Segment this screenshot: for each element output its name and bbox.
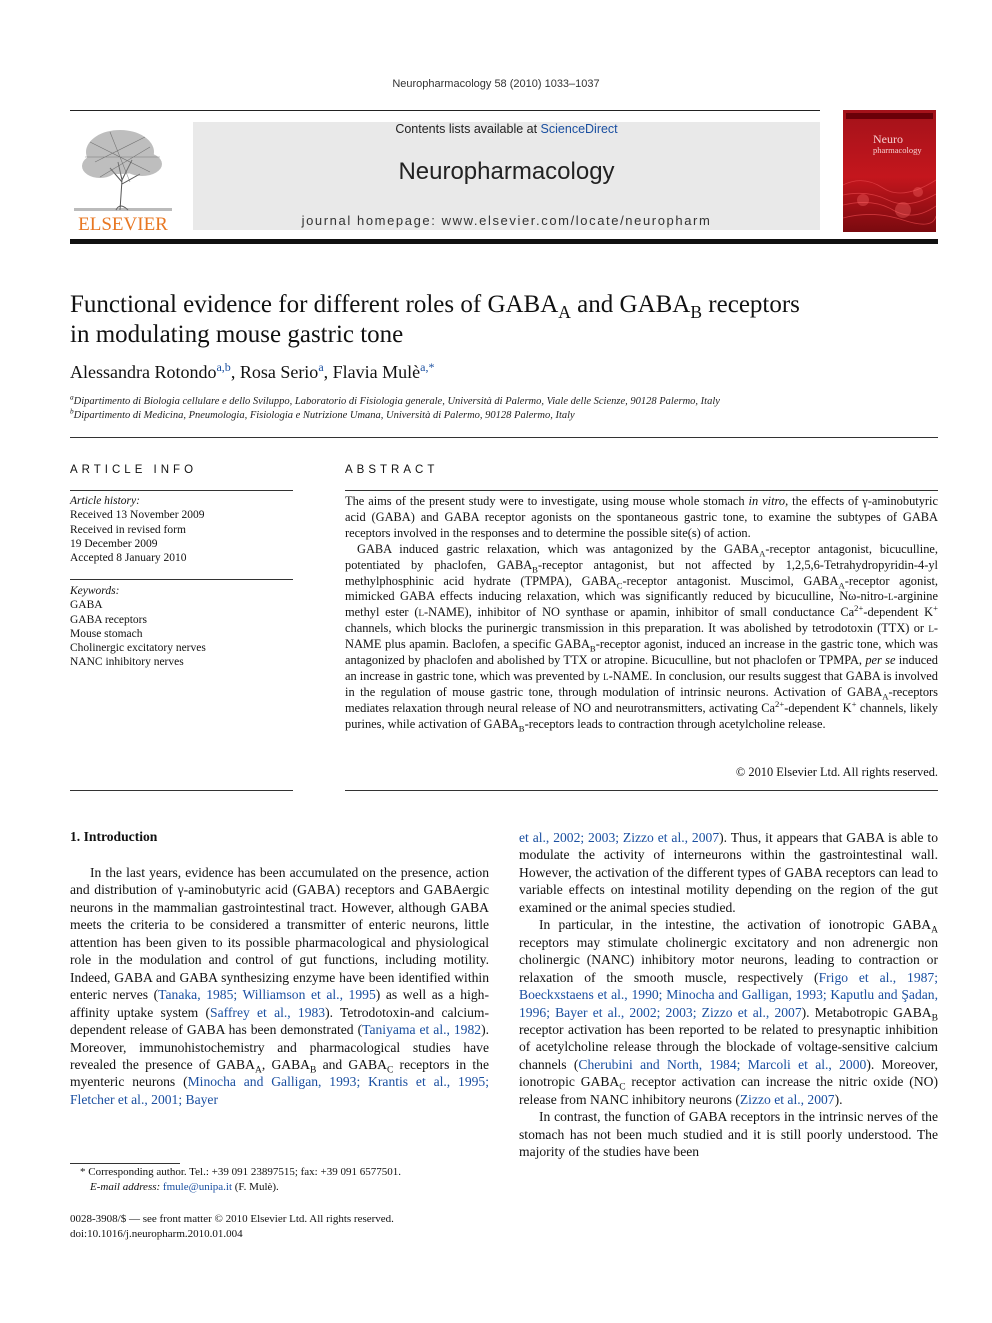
article-info-heading: ARTICLE INFO — [70, 464, 198, 476]
header-rule — [70, 110, 820, 111]
keyword-item: GABA receptors — [70, 613, 147, 626]
history-item: Accepted 8 January 2010 — [70, 552, 187, 565]
article-history — [70, 494, 293, 565]
section-heading-introduction: 1. Introduction — [70, 829, 158, 844]
footnote-rule — [70, 1163, 180, 1164]
article-history-label: Article history: — [70, 495, 140, 507]
journal-cover-image — [843, 110, 936, 232]
header-thick-rule — [70, 239, 938, 244]
author-affiliation-marker[interactable]: a — [318, 360, 324, 374]
history-item: Received 13 November 2009 — [70, 509, 205, 522]
journal-citation: Neuropharmacology 58 (2010) 1033–1037 — [392, 78, 600, 90]
elsevier-tree-icon — [70, 122, 176, 234]
issn-doi — [70, 1212, 490, 1241]
affiliation-b: $^b$Dipartimento di Medicina, Pneumologia, Fisiologia e Nutrizione Umana, Università di Palermo, 90128 Palermo, Italy — [70, 406, 575, 421]
journal-homepage[interactable]: journal homepage: www.elsevier.com/locate/neuropharm — [301, 213, 712, 228]
body-column-left: In the last years, evidence has been accumulated on the presence, action and distribution of γ-aminobutyric acid (GABA) receptors and GABAergic neurons in the mammalian gastrointestinal tract. However, although GABA meets the criteria to be considered a transmitter of enteric neurons, little attention has been given to its possible pharmacological and physiological role in the modulation and control of gut functions, including motility. Indeed, GABA and GABA synthesizing enzyme have been identified within enteric nerves (Tanaka, 1985; Williamson et al., 1995) as well as a high-affinity uptake system (Saffrey et al., 1983). Tetrodotoxin-and calcium-dependent release of GABA has been demonstrated (Taniyama et al., 1982). Moreover, immunohistochemistry and pharmacological studies have revealed the presence of $GABA_A$, $GABA_B$ and $GABA_C$ receptors in the myenteric neurons (Minocha and Galligan, 1993; Krantis et al., 1995; Fletcher et al., 2001; Bayer — [70, 865, 490, 1107]
author-affiliation-marker[interactable]: a,b — [216, 360, 231, 374]
abstract-heading: ABSTRACT — [345, 464, 439, 476]
elsevier-logo[interactable] — [70, 122, 176, 234]
svg-text:ELSEVIER: ELSEVIER — [78, 214, 168, 234]
keywords-rule — [70, 579, 293, 580]
author-affiliation-marker[interactable]: a,* — [420, 360, 435, 374]
contents-prefix: Contents lists available at — [395, 122, 541, 136]
abstract-rule — [345, 490, 938, 491]
affiliation-rule — [70, 437, 938, 438]
author-name[interactable]: Rosa Serio — [239, 362, 319, 382]
journal-name: Neuropharmacology — [398, 158, 615, 185]
affiliation-a: $^a$Dipartimento di Biologia cellulare e dello Sviluppo, Laboratorio di Fisiologia generale, Università di Palermo, Viale delle Scienze, 90128 Palermo, Italy — [70, 392, 720, 407]
doi-line[interactable]: doi:10.1016/j.neuropharm.2010.01.004 — [70, 1227, 243, 1240]
issn-line: 0028-3908/$ — see front matter © 2010 Elsevier Ltd. All rights reserved. — [70, 1213, 394, 1225]
keywords — [70, 584, 293, 670]
sciencedirect-link[interactable]: ScienceDirect — [540, 122, 618, 136]
svg-text:Neuro: Neuro — [873, 132, 903, 146]
corresponding-author-footnote: * Corresponding author. Tel.: +39 091 23897515; fax: +39 091 6577501. E-mail address: fmule@unipa.it (F. Mulè). — [80, 1166, 401, 1193]
article-info-rule — [70, 490, 293, 491]
contents-line — [193, 122, 820, 136]
keyword-item: Cholinergic excitatory nerves — [70, 642, 206, 655]
copyright-notice: © 2010 Elsevier Ltd. All rights reserved. — [735, 765, 938, 779]
keyword-item: NANC inhibitory nerves — [70, 656, 184, 669]
author-name[interactable]: Alessandra Rotondo — [70, 362, 217, 382]
article-info-bottom-rule — [70, 790, 293, 791]
keyword-item: Mouse stomach — [70, 627, 143, 640]
history-item: Received in revised form — [70, 523, 186, 536]
svg-text:pharmacology: pharmacology — [873, 145, 922, 155]
body-column-right: et al., 2002; 2003; Zizzo et al., 2007). Thus, it appears that GABA is able to modulate the activity of interneurons within the gastrointestinal wall. However, the activation of the different types of GABA receptors can lead to variable effects on intestinal motility depending on the region of the gut examined or the animal species studied. In particular, in the intestine, the activation of ionotropic $GABA_A$ receptors may stimulate cholinergic excitatory and non adrenergic non cholinergic (NANC) inhibitory motor neurons, leading to contraction or relaxation of the smooth muscle, respectively (Frigo et al., 1987; Boeckxstaens et al., 1990; Minocha and Galligan, 1993; Kaputlu and Şadan, 1996; Bayer et al., 2002; 2003; Zizzo et al., 2007). Metabotropic $GABA_B$ receptor activation has been reported to be related to presynaptic inhibition of acetylcholine release through the blockade of voltage-sensitive calcium channels (Cherubini and North, 1984; Marcoli et al., 2000). Moreover, ionotropic $GABA_C$ receptor activation can increase the nitric oxide (NO) release from NANC inhibitory neurons (Zizzo et al., 2007). In contrast, the function of GABA receptors in the intrinsic nerves of the stomach has not been much studied and it is still poorly understood. The majority of the studies have been — [519, 830, 939, 1160]
keyword-item: GABA — [70, 599, 103, 612]
keywords-label: Keywords: — [70, 585, 120, 597]
journal-cover[interactable] — [843, 110, 936, 232]
author-name[interactable]: Flavia Mulè — [332, 362, 421, 382]
author-email-link[interactable]: fmule@unipa.it — [162, 1181, 233, 1193]
abstract-bottom-rule — [345, 790, 938, 791]
author-list: Alessandra Rotondo$^{a,b}$, Rosa Serio$^a$, Flavia Mulè$^{a,*}$ — [70, 360, 435, 382]
article-title: Functional evidence for different roles of $GABA_A$ and $GABA_B$ receptors in modulating mouse gastric tone — [70, 291, 800, 348]
history-item: 19 December 2009 — [70, 537, 158, 550]
abstract-text: The aims of the present study were to investigate, using mouse whole stomach in vitro, the effects of γ-aminobutyric acid (GABA) and GABA receptor agonists on the spontaneous gastric tone, to examine the subtypes of GABA receptors involved in the responses and to determine the possible site(s) of action. GABA induced gastric relaxation, which was antagonized by the $GABA_A$-receptor antagonist, bicuculline, potentiated by phaclofen, $GABA_B$-receptor antagonist, but not affected by 1,2,5,6-Tetrahydropyridin-4-yl methylphosphinic acid hydrate (TPMPA), $GABA_C$-receptor antagonist. Muscimol, $GABA_A$-receptor agonist, mimicked GABA effects inducing relaxation, which was significantly reduced by bicuculline, Nω-nitro-l-arginine methyl ester (l-NAME), inhibitor of NO synthase or apamin, inhibitor of small conductance $Ca^{2+}$-dependent K+ channels, which blocks the purinergic transmission in this preparation. It was abolished by tetrodotoxin (TTX) or l-NAME plus apamin. Baclofen, a specific $GABA_B$-receptor agonist, induced an increase in the gastric tone, which was antagonized by phaclofen and abolished by TTX or atropine. Bicuculline, but not phaclofen or TPMPA, per se induced an increase in gastric tone, which was prevented by l-NAME. In conclusion, our results suggest that GABA is involved in the regulation of mouse gastric tone, through modulation of intrinsic neurons. Activation of $GABA_A$-receptors mediates relaxation through neural release of NO and neurotransmitters, activating $Ca^{2+}$-dependent K+ channels, likely purines, while activation of $GABA_B$-receptors leads to contraction through acetylcholine release. — [345, 494, 939, 734]
